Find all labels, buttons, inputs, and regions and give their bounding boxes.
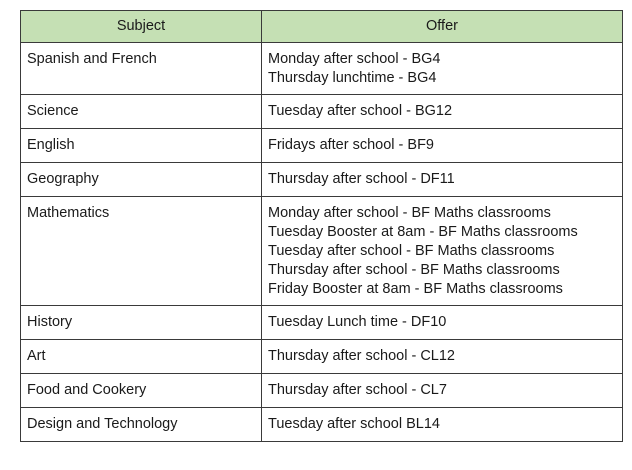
offer-line: Thursday lunchtime - BG4 (268, 70, 437, 86)
offer-line: Tuesday Lunch time - DF10 (268, 314, 447, 330)
table-row (21, 374, 623, 408)
table-row (21, 306, 623, 340)
offer-line: Thursday after school - CL12 (268, 348, 455, 364)
offer-line: Monday after school - BG4 (268, 51, 441, 67)
subject-cell: Design and Technology (21, 408, 262, 442)
offer-line: Tuesday after school - BG12 (268, 103, 453, 119)
offer-cell (262, 374, 623, 408)
offer-cell (262, 306, 623, 340)
subject-column-header: Subject (21, 11, 262, 43)
subject-cell: Food and Cookery (21, 374, 262, 408)
offer-cell (262, 163, 623, 197)
subject-cell: Mathematics (21, 197, 262, 306)
offer-cell (262, 129, 623, 163)
offer-line: Thursday after school - DF11 (268, 171, 455, 187)
subject-cell: Geography (21, 163, 262, 197)
offer-line: Thursday after school - BF Maths classrooms (268, 262, 560, 278)
offer-cell (262, 43, 623, 95)
table-row (21, 408, 623, 442)
subject-cell: Spanish and French (21, 43, 262, 95)
offer-cell (262, 197, 623, 306)
offer-cell (262, 408, 623, 442)
table-row (21, 129, 623, 163)
offer-line: Tuesday after school - BF Maths classrooms (268, 243, 555, 259)
subject-cell: English (21, 129, 262, 163)
offer-cell (262, 95, 623, 129)
offer-line: Friday Booster at 8am - BF Maths classrooms (268, 281, 563, 297)
subject-cell: Science (21, 95, 262, 129)
offer-cell (262, 340, 623, 374)
offer-line: Fridays after school - BF9 (268, 137, 434, 153)
offer-line: Tuesday Booster at 8am - BF Maths classrooms (268, 224, 578, 240)
offer-column-header: Offer (262, 11, 623, 43)
offer-line: Tuesday after school BL14 (268, 416, 440, 432)
subject-offer-table (20, 10, 623, 442)
table-row (21, 197, 623, 306)
table-row (21, 43, 623, 95)
offer-line: Thursday after school - CL7 (268, 382, 447, 398)
subject-cell: History (21, 306, 262, 340)
table-header-row (21, 11, 623, 43)
offer-line: Monday after school - BF Maths classrooms (268, 205, 551, 221)
subject-cell: Art (21, 340, 262, 374)
table-row (21, 340, 623, 374)
table-row (21, 163, 623, 197)
table-row (21, 95, 623, 129)
